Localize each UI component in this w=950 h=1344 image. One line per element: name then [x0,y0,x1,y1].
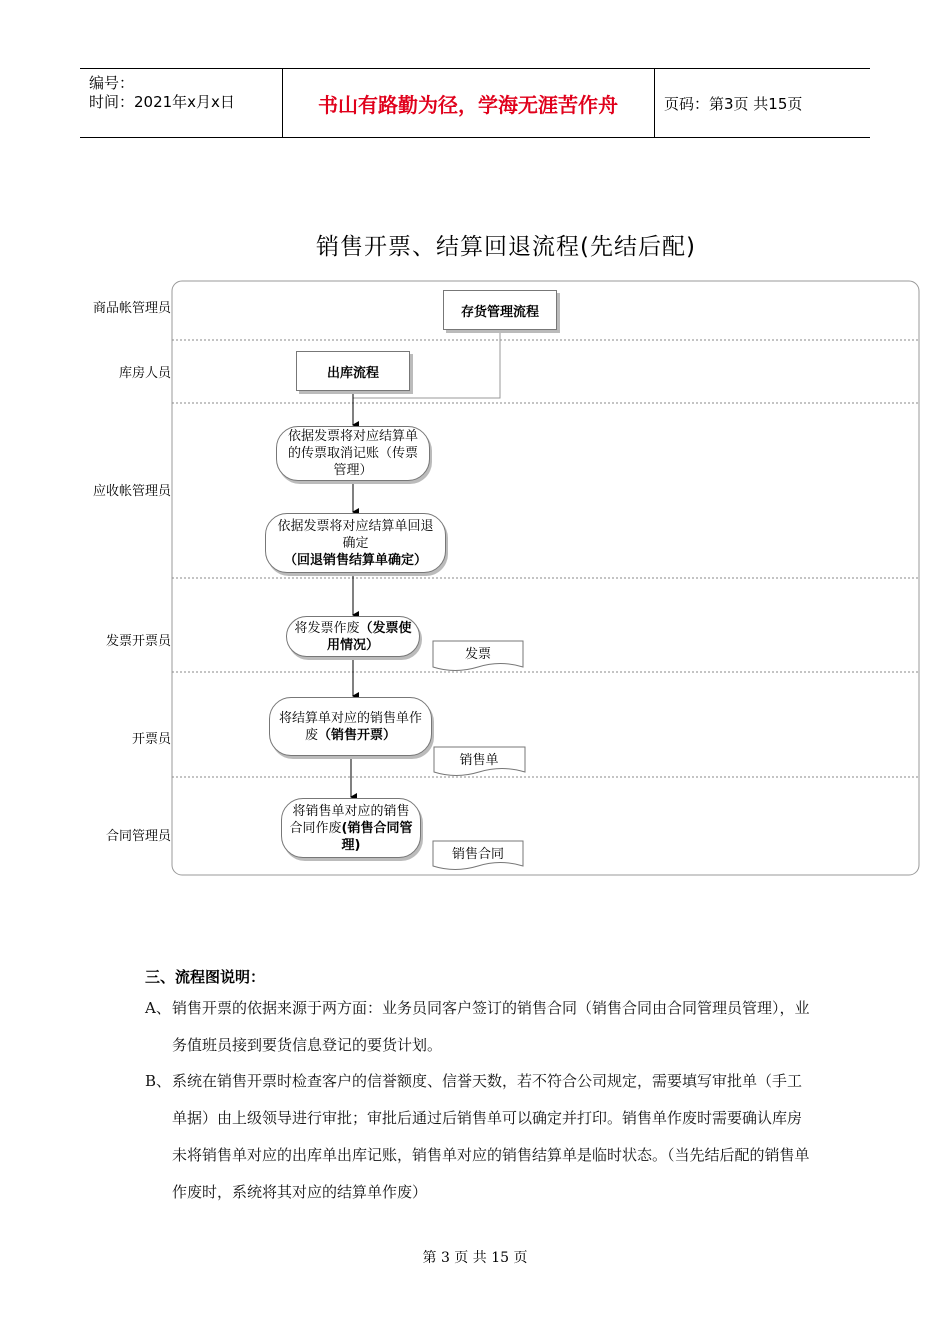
doc-sales-contract: 销售合同 [451,847,504,862]
lane-label-inventory-manager: 商品帐管理员 [92,301,171,316]
header-page-label: 页码：第3页 共15页 [664,95,803,113]
step-void-contract-bold: (销售合同管理) [341,820,413,853]
lane-label-warehouse-staff: 库房人员 [118,366,171,381]
item-b-mark: B、 [145,1072,172,1090]
chart-title: 销售开票、结算回退流程(先结后配) [316,234,696,260]
step-void-invoice-text: 将发票作废 [294,620,360,636]
step-rollback-bold: （回退销售结算单确定） [283,552,427,568]
item-a-mark: A、 [145,999,171,1017]
lane-label-receivables-manager: 应收帐管理员 [92,484,171,499]
step-void-invoice [286,616,420,657]
item-a-text: 销售开票的依据来源于两方面：业务员同客户签订的销售合同（销售合同由合同管理员管理），业务值班员接到要货信息登记的要货计划。 [172,999,810,1054]
lane-label-billing-clerk: 开票员 [131,732,171,747]
process-inventory-management: 存货管理流程 [443,290,557,330]
doc-sales-order: 销售单 [459,753,499,768]
item-b-text: 系统在销售开票时检查客户的信誉额度、信誉天数，若不符合公司规定，需要填写审批单（手工单据）由上级领导进行审批；审批后通过后销售单可以确定并打印。销售单作废时需要确认库房未将销售单对应的出库单出库记账，销售单对应的销售结算单是临时状态。（当先结后配的销售单作废时，系统将其对应的结算单作废） [172,1072,810,1201]
section-title: 三、流程图说明： [145,968,266,986]
explanation-item-b [145,1063,815,1223]
step-rollback-text: 依据发票将对应结算单回退确定 [277,518,434,551]
step-rollback-settlement [265,513,446,573]
explanation-item-a [145,990,815,1070]
time-label: 时间：2021年x月x日 [89,93,235,111]
step-void-invoice-bold: （发票使用情况） [326,620,412,653]
step-void-sales-order-text: 将结算单对应的销售单作废 [278,710,422,743]
step-void-sales-order [269,697,432,756]
lane-label-invoice-issuer: 发票开票员 [105,634,171,649]
step-void-sales-order-bold: （销售开票） [318,727,397,743]
step-void-contract-text: 将销售单对应的销售合同作废 [289,803,410,836]
process-outbound: 出库流程 [296,351,410,391]
doc-invoice: 发票 [464,647,491,662]
number-label: 编号： [89,74,135,92]
lane-label-contract-manager: 合同管理员 [105,829,171,844]
step-void-contract [281,798,421,858]
step-cancel-voucher [276,426,430,481]
header-motto: 书山有路勤为径，学海无涯苦作舟 [282,69,655,137]
page-footer: 第 3 页 共 15 页 [422,1250,528,1266]
step-cancel-voucher-text: 依据发票将对应结算单的传票取消记账（传票管理） [287,429,418,478]
